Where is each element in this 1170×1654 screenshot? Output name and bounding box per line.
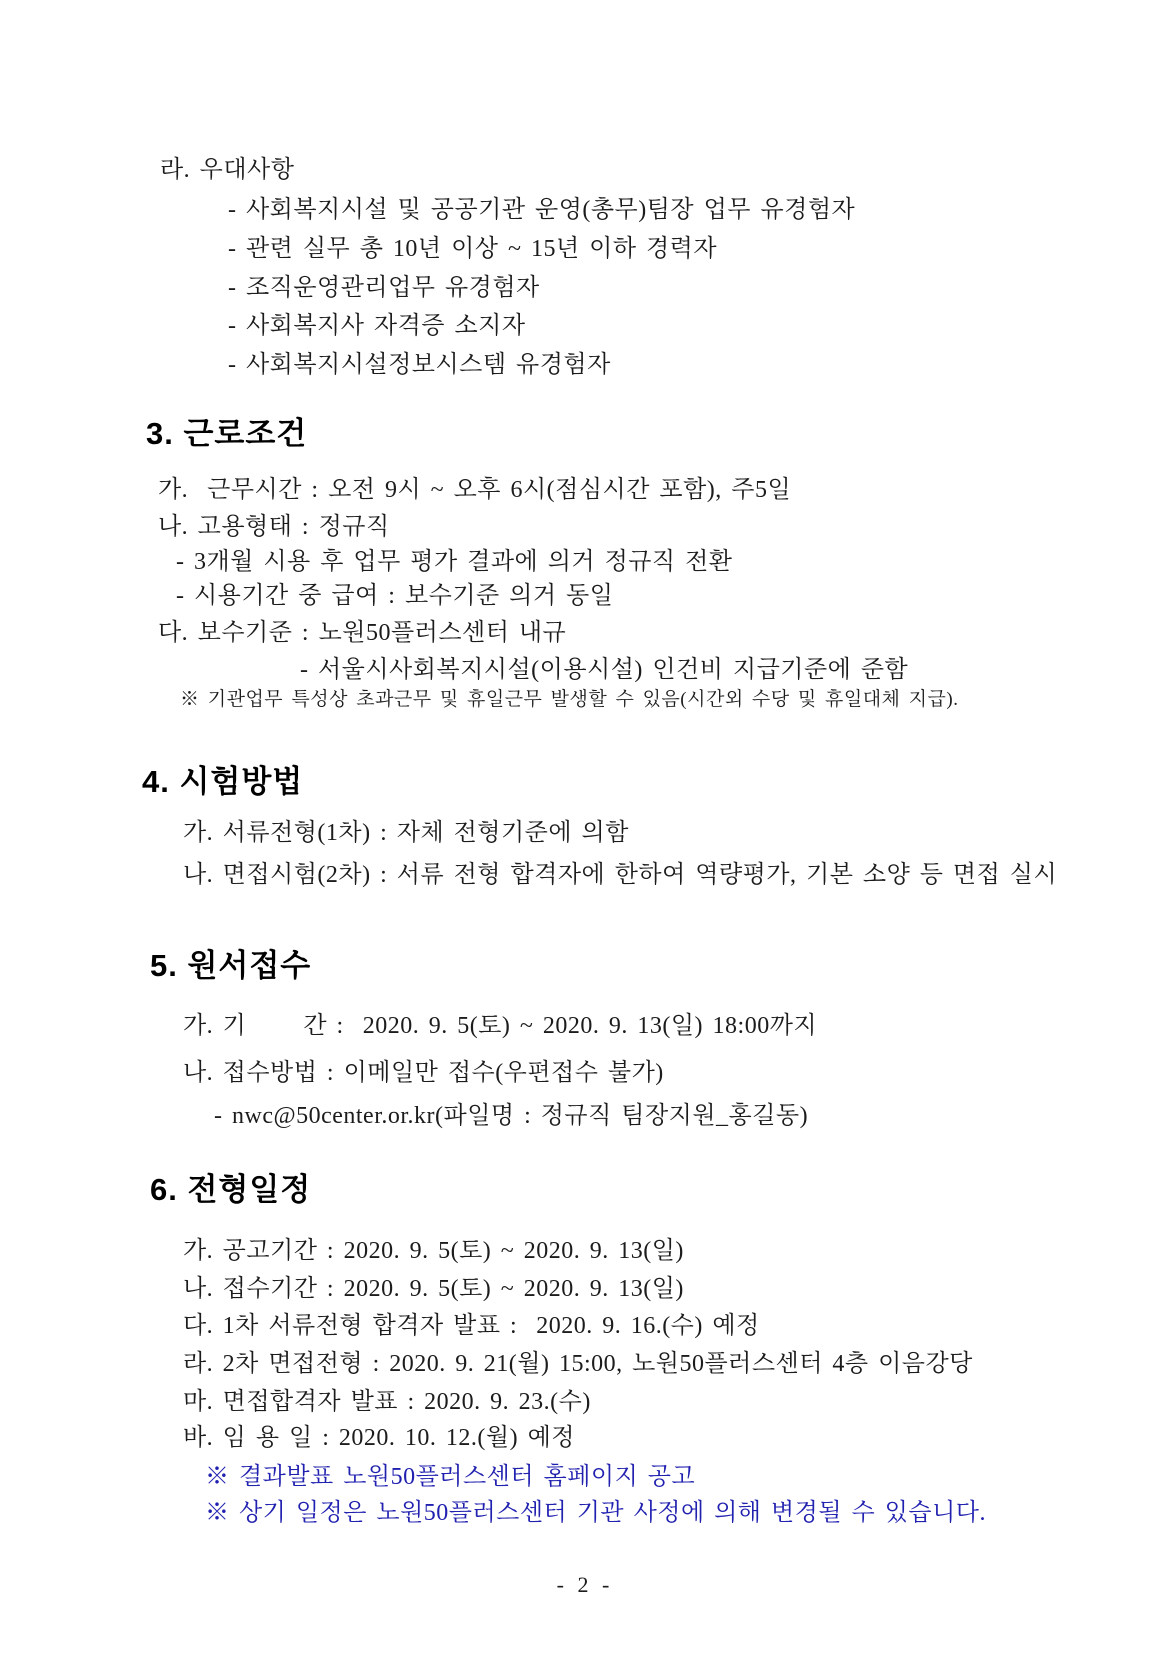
- preference-item: - 관련 실무 총 10년 이상 ~ 15년 이하 경력자: [228, 236, 718, 262]
- schedule-item: 마. 면접합격자 발표 : 2020. 9. 23.(수): [183, 1389, 591, 1415]
- schedule-item: 바. 임 용 일 : 2020. 10. 12.(월) 예정: [183, 1425, 575, 1451]
- exam-method-item: 가. 서류전형(1차) : 자체 전형기준에 의함: [183, 820, 629, 846]
- application-item: 가. 기 간 : 2020. 9. 5(토) ~ 2020. 9. 13(일) 18:00까지: [183, 1013, 818, 1039]
- preference-item: - 사회복지사 자격증 소지자: [228, 313, 526, 339]
- work-conditions-item: 나. 고용형태 : 정규직: [158, 514, 390, 540]
- application-item: 나. 접수방법 : 이메일만 접수(우편접수 불가): [183, 1060, 664, 1086]
- preference-label: 라. 우대사항: [160, 157, 295, 183]
- schedule-item: 다. 1차 서류전형 합격자 발표 : 2020. 9. 16.(수) 예정: [183, 1313, 760, 1339]
- exam-method-item: 나. 면접시험(2차) : 서류 전형 합격자에 한하여 역량평가, 기본 소양 등 면접 실시: [183, 862, 1058, 888]
- preference-item: - 사회복지시설정보시스템 유경험자: [228, 352, 611, 378]
- schedule-item: 라. 2차 면접전형 : 2020. 9. 21(월) 15:00, 노원50플러스센터 4층 이음강당: [183, 1351, 973, 1377]
- preference-item: - 조직운영관리업무 유경험자: [228, 275, 540, 301]
- page-number: - 2 -: [556, 1572, 614, 1597]
- work-conditions-subitem: - 3개월 시용 후 업무 평가 결과에 의거 정규직 전환: [176, 549, 733, 575]
- section-title-work-conditions: 3. 근로조건: [146, 416, 308, 451]
- application-email-line: - nwc@50center.or.kr(파일명 : 정규직 팀장지원_홍길동): [214, 1103, 809, 1129]
- work-conditions-subitem: - 시용기간 중 급여 : 보수기준 의거 동일: [176, 583, 614, 609]
- work-conditions-note: ※ 기관업무 특성상 초과근무 및 휴일근무 발생할 수 있음(시간외 수당 및 휴일대체 지급).: [180, 689, 959, 710]
- schedule-note: ※ 결과발표 노원50플러스센터 홈페이지 공고: [205, 1464, 696, 1490]
- preference-item: - 사회복지시설 및 공공기관 운영(총무)팀장 업무 유경험자: [228, 197, 856, 223]
- work-conditions-subitem: - 서울시사회복지시설(이용시설) 인건비 지급기준에 준함: [300, 657, 909, 683]
- work-conditions-item: 가. 근무시간 : 오전 9시 ~ 오후 6시(점심시간 포함), 주5일: [158, 477, 792, 503]
- schedule-note: ※ 상기 일정은 노원50플러스센터 기관 사정에 의해 변경될 수 있습니다.: [205, 1500, 986, 1526]
- section-title-exam-method: 4. 시험방법: [142, 764, 304, 799]
- work-conditions-item: 다. 보수기준 : 노원50플러스센터 내규: [158, 620, 567, 646]
- schedule-item: 나. 접수기간 : 2020. 9. 5(토) ~ 2020. 9. 13(일): [183, 1276, 684, 1302]
- section-title-application: 5. 원서접수: [150, 948, 312, 983]
- schedule-item: 가. 공고기간 : 2020. 9. 5(토) ~ 2020. 9. 13(일): [183, 1238, 684, 1264]
- section-title-schedule: 6. 전형일정: [150, 1172, 312, 1207]
